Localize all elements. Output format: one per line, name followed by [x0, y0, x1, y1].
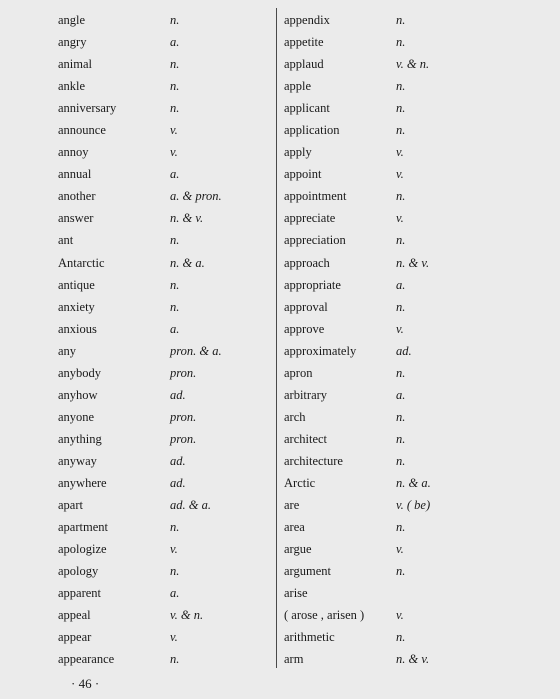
- headword: appear: [58, 630, 92, 645]
- part-of-speech: n.: [396, 79, 406, 94]
- part-of-speech: n.: [396, 189, 406, 204]
- headword: approach: [284, 255, 330, 270]
- headword: anyway: [58, 453, 97, 468]
- headword: anywhere: [58, 475, 107, 490]
- part-of-speech: v.: [170, 542, 178, 557]
- headword: approve: [284, 321, 325, 336]
- part-of-speech: v.: [396, 145, 404, 160]
- headword: argument: [284, 564, 331, 579]
- headword: ( arose , arisen ): [284, 608, 365, 623]
- headword: apparent: [58, 586, 102, 601]
- part-of-speech: pron.: [170, 365, 197, 380]
- part-of-speech: pron.: [170, 409, 197, 424]
- headword: announce: [58, 123, 106, 138]
- headword: ankle: [58, 79, 86, 94]
- headword: are: [284, 498, 300, 513]
- part-of-speech: a.: [170, 321, 180, 336]
- page-number: · 46 ·: [71, 676, 100, 691]
- headword: argue: [284, 542, 312, 557]
- headword: apartment: [58, 520, 108, 535]
- part-of-speech: ad. & a.: [170, 498, 211, 513]
- headword: apple: [284, 79, 312, 94]
- part-of-speech: ad.: [170, 387, 186, 402]
- part-of-speech: v. ( be): [396, 498, 431, 513]
- part-of-speech: v.: [396, 542, 404, 557]
- headword: any: [58, 343, 77, 358]
- headword: approval: [284, 299, 328, 314]
- headword: anyone: [58, 409, 95, 424]
- part-of-speech: n.: [396, 13, 406, 27]
- part-of-speech: a.: [396, 277, 406, 292]
- headword: apologize: [58, 542, 107, 557]
- part-of-speech: n.: [170, 299, 180, 314]
- headword: arise: [284, 586, 308, 601]
- part-of-speech: n.: [170, 101, 180, 116]
- headword: anniversary: [58, 101, 117, 116]
- part-of-speech: n. & v.: [396, 255, 430, 270]
- headword: apart: [58, 498, 83, 513]
- part-of-speech: n.: [170, 233, 180, 248]
- part-of-speech: ad.: [170, 475, 186, 490]
- headword: Antarctic: [58, 255, 105, 270]
- column-divider: [276, 8, 277, 668]
- part-of-speech: n.: [396, 123, 406, 138]
- headword: anxiety: [58, 299, 95, 314]
- part-of-speech: n. & v.: [170, 211, 204, 226]
- part-of-speech: n.: [170, 57, 180, 72]
- headword: approximately: [284, 343, 357, 358]
- part-of-speech: n.: [396, 520, 406, 535]
- headword: another: [58, 189, 96, 204]
- part-of-speech: v.: [396, 321, 404, 336]
- headword: arch: [284, 409, 306, 424]
- part-of-speech: n.: [396, 365, 406, 380]
- headword: apron: [284, 365, 313, 380]
- part-of-speech: n.: [396, 409, 406, 424]
- headword: apology: [58, 564, 99, 579]
- headword: appendix: [284, 13, 330, 27]
- part-of-speech: n.: [170, 79, 180, 94]
- part-of-speech: n.: [396, 299, 406, 314]
- headword: angry: [58, 35, 87, 50]
- headword: animal: [58, 57, 93, 72]
- headword: Arctic: [284, 475, 316, 490]
- headword: arbitrary: [284, 387, 328, 402]
- headword: architecture: [284, 453, 343, 468]
- part-of-speech: n.: [396, 431, 406, 446]
- part-of-speech: v.: [396, 608, 404, 623]
- part-of-speech: n.: [396, 564, 406, 579]
- part-of-speech: v. & n.: [396, 57, 430, 72]
- headword: anything: [58, 431, 102, 446]
- part-of-speech: pron.: [170, 431, 197, 446]
- part-of-speech: v. & n.: [170, 608, 204, 623]
- part-of-speech: n.: [396, 630, 406, 645]
- part-of-speech: n.: [396, 453, 406, 468]
- part-of-speech: pron. & a.: [170, 343, 222, 358]
- headword: applaud: [284, 57, 324, 72]
- headword: anyhow: [58, 387, 98, 402]
- part-of-speech: v.: [396, 211, 404, 226]
- part-of-speech: n.: [170, 13, 180, 27]
- headword: apply: [284, 145, 312, 160]
- part-of-speech: a.: [170, 35, 180, 50]
- part-of-speech: a.: [396, 387, 406, 402]
- part-of-speech: n.: [170, 564, 180, 579]
- part-of-speech: n.: [170, 652, 180, 667]
- part-of-speech: ad.: [170, 453, 186, 468]
- headword: angle: [58, 13, 86, 27]
- part-of-speech: ad.: [396, 343, 412, 358]
- headword: answer: [58, 211, 94, 226]
- headword: arithmetic: [284, 630, 335, 645]
- headword: ant: [58, 233, 74, 248]
- part-of-speech: n.: [396, 101, 406, 116]
- headword: arm: [284, 652, 304, 667]
- headword: appetite: [284, 35, 324, 50]
- headword: appeal: [58, 608, 91, 623]
- part-of-speech: v.: [396, 167, 404, 182]
- part-of-speech: n.: [396, 35, 406, 50]
- headword: appreciate: [284, 211, 336, 226]
- headword: appointment: [284, 189, 347, 204]
- headword: area: [284, 520, 305, 535]
- part-of-speech: n.: [170, 277, 180, 292]
- headword: appoint: [284, 167, 322, 182]
- part-of-speech: n. & v.: [396, 652, 430, 667]
- headword: antique: [58, 277, 95, 292]
- part-of-speech: n. & a.: [396, 475, 431, 490]
- headword: architect: [284, 431, 328, 446]
- part-of-speech: a.: [170, 586, 180, 601]
- part-of-speech: n. & a.: [170, 255, 205, 270]
- part-of-speech: v.: [170, 123, 178, 138]
- part-of-speech: a.: [170, 167, 180, 182]
- part-of-speech: v.: [170, 145, 178, 160]
- headword: applicant: [284, 101, 330, 116]
- part-of-speech: n.: [396, 233, 406, 248]
- headword: annual: [58, 167, 92, 182]
- headword: appearance: [58, 652, 115, 667]
- headword: anybody: [58, 365, 102, 380]
- headword: appreciation: [284, 233, 346, 248]
- headword: anxious: [58, 321, 97, 336]
- part-of-speech: a. & pron.: [170, 189, 222, 204]
- part-of-speech: v.: [170, 630, 178, 645]
- headword: annoy: [58, 145, 89, 160]
- headword: application: [284, 123, 340, 138]
- headword: appropriate: [284, 277, 341, 292]
- part-of-speech: n.: [170, 520, 180, 535]
